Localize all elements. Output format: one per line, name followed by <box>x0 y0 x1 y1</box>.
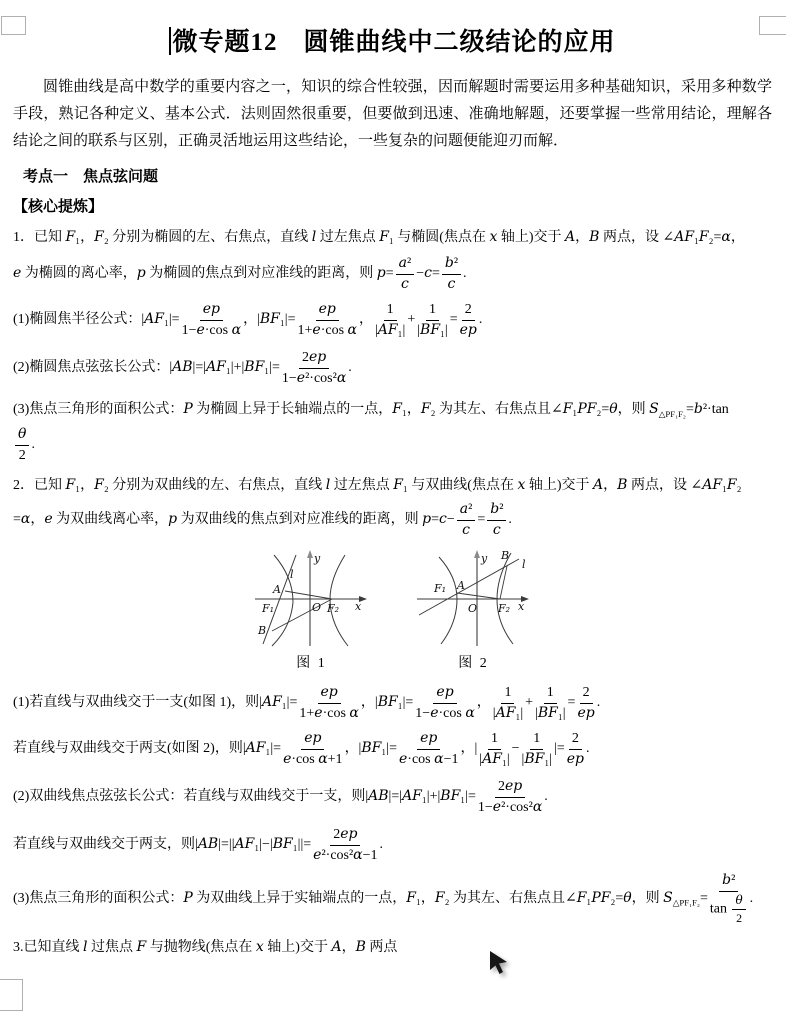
core-heading: 【核心提炼】 <box>13 198 104 215</box>
fig2-label-F1: F₁ <box>433 582 446 596</box>
fig2-label-A: A <box>456 579 465 593</box>
document-page <box>0 22 786 957</box>
fig2-label-l: l <box>521 558 526 572</box>
formula-line-item1-p: e 为椭圆的离心率，p 为椭圆的焦点到对应准线的距离，则 p= $\frac{\text{a²}}{c}$ −c= $\frac{\text{b²}}{c}$ . <box>13 255 467 292</box>
formula-line-ellipse-triangle-area-cont: $\frac{\theta}{2}$ . <box>13 426 772 464</box>
fig1-label-F1: F₁ <box>261 602 274 616</box>
fig2-label-O: O <box>467 602 477 616</box>
figure-2 <box>415 549 533 672</box>
fig1-label-A: A <box>272 583 281 597</box>
page-content <box>0 22 786 957</box>
figure-row <box>13 549 772 672</box>
formula-line-ellipse-triangle-area: (3)焦点三角形的面积公式：P 为椭圆上异于长轴端点的一点，F₁，F₂ 为其左、右焦点且∠F₁PF₂=θ，则 $S_{\triangle PF_1F_2}=b^2\cdot\tan$ <box>13 401 729 419</box>
formula-line-hyperbola-two-branch: 若直线与双曲线交于两支(如图 2)，则|AF₁|= $\frac{ep}{\text{e·cos α+1}}$ ，|BF₁|= $\frac{ep}{\text{e·cos α−1}}$ ，| $\frac{1}{\text{|AF₁|}}$ − $\frac{1}{\text{|BF₁|}}$ |= $\frac{2}{ep}$ . <box>13 730 590 767</box>
page-title <box>13 22 772 58</box>
page-title-text: 微专题12 圆锥曲线中二级结论的应用 <box>172 29 616 56</box>
fig2-chord-A-F2 <box>457 593 500 599</box>
figure-1-caption: 图 1 <box>296 656 327 672</box>
fig1-chord-A-F2 <box>285 591 332 599</box>
figure-1-diagram <box>253 549 371 649</box>
fig1-label-l: l <box>289 568 294 582</box>
fig2-label-x: x <box>517 600 524 614</box>
page-margin-mark-top-right <box>759 16 786 35</box>
fig1-y-axis-arrow-icon <box>307 550 313 558</box>
fig2-hyperbola-left-branch <box>439 557 457 644</box>
fig1-hyperbola-right-branch <box>330 555 348 646</box>
formula-line-item2-p: =α，e 为双曲线离心率，p 为双曲线的焦点到对应准线的距离，则 p=c− $\frac{\text{a²}}{c}$ = $\frac{\text{b²}}{c}$ . <box>13 501 512 538</box>
formula-line-ellipse-focal-radius: (1)椭圆焦半径公式：|AF₁|= $\frac{ep}{\text{1−e·cos α}}$ ，|BF₁|= $\frac{ep}{\text{1+e·cos α}}$ ， $\frac{1}{\text{|AF₁|}}$ + $\frac{1}{\text{|BF₁|}}$ = $\frac{2}{ep}$ . <box>13 301 483 338</box>
fig1-label-x: x <box>354 600 361 614</box>
fig1-label-B: B <box>257 624 266 638</box>
formula-line-item1-text: 1．已知 F₁，F₂ 分别为椭圆的左、右焦点，直线 l 过左焦点 F₁ 与椭圆(焦点在 x 轴上)交于 A，B 两点，设 ∠AF₁F₂=α， <box>13 229 745 245</box>
fig2-y-axis-arrow-icon <box>474 550 480 558</box>
fig1-chord-B-F2 <box>272 599 332 631</box>
formula-line-hyperbola-one-branch: (1)若直线与双曲线交于一支(如图 1)，则|AF₁|= $\frac{ep}{\text{1+e·cos α}}$ ，|BF₁|= $\frac{ep}{\text{1−e·cos α}}$ ， $\frac{1}{\text{|AF₁|}}$ + $\frac{1}{\text{|BF₁|}}$ = $\frac{2}{ep}$ . <box>13 684 601 721</box>
figure-2-caption: 图 2 <box>458 656 489 672</box>
formula-line-hyperbola-chord-one: (2)双曲线焦点弦弦长公式：若直线与双曲线交于一支，则|AB|=|AF₁|+|BF₁|= $\frac{2ep}{\text{1−e²·cos²α}}$ . <box>13 778 548 815</box>
formula-line-item3-text: 3.已知直线 l 过焦点 F 与抛物线(焦点在 x 轴上)交于 A，B 两点 <box>13 938 398 955</box>
fig1-label-y: y <box>313 552 320 566</box>
fig2-label-B: B <box>500 549 509 563</box>
intro-paragraph: 圆锥曲线是高中数学的重要内容之一，知识的综合性较强，因而解题时需要运用多种基础知识，采用多种数学手段，熟记各种定义、基本公式．法则固然很重要，但要做到迅速、准确地解题，还要掌握一些常用结论，理解各结论之间的联系与区别，正确灵活地运用这些结论，一些复杂的问题便能迎刃而解． <box>13 79 772 149</box>
page-margin-mark-bottom-left <box>0 979 23 1011</box>
mouse-cursor-icon <box>487 950 513 977</box>
page-margin-mark-top-left <box>1 16 26 35</box>
fig2-label-F2: F₂ <box>497 602 510 616</box>
formula-line-hyperbola-triangle-area: (3)焦点三角形的面积公式：P 为双曲线上异于实轴端点的一点，F₁，F₂ 为其左、右焦点且∠F₁PF₂=θ，则 $S_{\triangle PF_1F_2}=$ b² tan $\frac{\theta}{2}$ . <box>13 872 754 925</box>
formula-line-hyperbola-chord-two: 若直线与双曲线交于两支，则|AB|=||AF₁|−|BF₁||= $\frac{2ep}{\text{e²·cos²α−1}}$ . <box>13 826 384 863</box>
figure-2-diagram <box>415 549 533 649</box>
fig1-label-O: O <box>311 601 321 615</box>
formula-line-ellipse-chord-length: (2)椭圆焦点弦弦长公式：|AB|=|AF₁|+|BF₁|= $\frac{2ep}{\text{1−e²·cos²α}}$ . <box>13 349 352 386</box>
section-heading: 考点一 焦点弦问题 <box>23 168 159 185</box>
fig1-label-F2: F₂ <box>326 602 339 616</box>
fig2-label-y: y <box>480 552 487 566</box>
formula-line-item2-text: 2．已知 F₁，F₂ 分别为双曲线的左、右焦点，直线 l 过左焦点 F₁ 与双曲线(焦点在 x 轴上)交于 A，B 两点，设 ∠AF₁F₂ <box>13 477 742 494</box>
figure-1 <box>253 549 371 672</box>
fig2-chord-B-F2 <box>500 566 507 599</box>
